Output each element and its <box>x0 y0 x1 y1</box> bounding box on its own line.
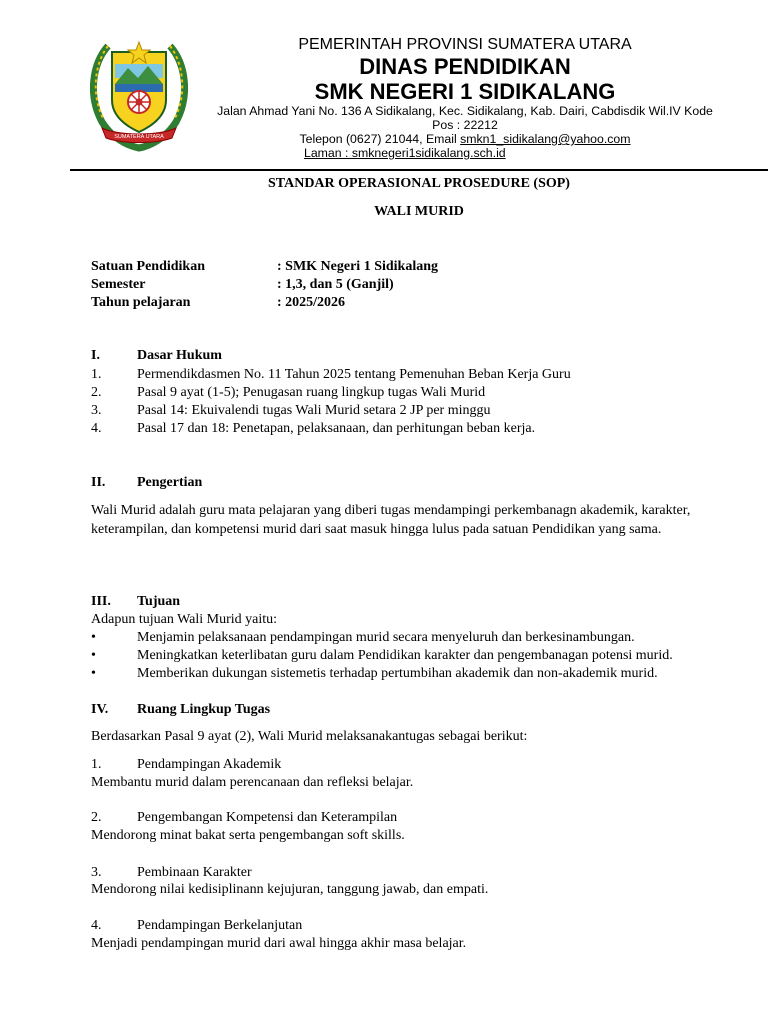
document-title: STANDAR OPERASIONAL PROSEDURE (SOP) <box>268 176 570 191</box>
document-subtitle: WALI MURID <box>374 204 464 219</box>
task-title: Pengembangan Kompetensi dan Keterampilan <box>137 810 398 825</box>
list-item: Permendikdasmen No. 11 Tahun 2025 tentang Pemenuhan Beban Kerja Guru <box>137 367 571 382</box>
task-title: Pendampingan Berkelanjutan <box>137 918 303 933</box>
section-number: II. <box>91 475 106 490</box>
letterhead-contact <box>200 132 730 146</box>
list-item: Pasal 14: Ekuivalendi tugas Wali Murid setara 2 JP per minggu <box>137 403 491 418</box>
section-intro: Adapun tujuan Wali Murid yaitu: <box>91 612 278 627</box>
task-number: 1. <box>91 757 102 772</box>
list-item: Pasal 17 dan 18: Penetapan, pelaksanaan, dan perhitungan beban kerja. <box>137 421 536 436</box>
province-emblem-logo <box>88 34 190 152</box>
task-number: 4. <box>91 918 102 933</box>
logo-ribbon-text: SUMATERA UTARA <box>114 134 164 140</box>
meta-value: : 1,3, dan 5 (Ganjil) <box>277 277 394 292</box>
section-number: III. <box>91 594 111 609</box>
section-heading: Ruang Lingkup Tugas <box>137 702 271 717</box>
task-title: Pembinaan Karakter <box>137 865 252 880</box>
section-heading: Pengertian <box>137 475 203 490</box>
task-title: Pendampingan Akademik <box>137 757 282 772</box>
task-description: Mendorong nilai kedisiplinann kejujuran, tanggung jawab, dan empati. <box>91 882 489 897</box>
section-heading: Tujuan <box>137 594 181 609</box>
letterhead-phone: Telepon (0627) 21044, Email <box>299 132 461 146</box>
bullet-item: Menjamin pelaksanaan pendampingan murid secara menyeluruh dan berkesinambungan. <box>137 630 635 645</box>
bullet-icon: • <box>91 648 96 663</box>
letterhead-province: PEMERINTAH PROVINSI SUMATERA UTARA <box>298 36 632 53</box>
meta-label: Tahun pelajaran <box>91 295 191 310</box>
list-item-number: 3. <box>91 403 102 418</box>
task-description: Membantu murid dalam perencanaan dan refleksi belajar. <box>91 775 414 790</box>
section-number: IV. <box>91 702 109 717</box>
bullet-item: Memberikan dukungan sistemetis terhadap pertumbihan akademik dan non-akademik murid. <box>137 666 658 681</box>
section-number: I. <box>91 348 100 363</box>
task-number: 3. <box>91 865 102 880</box>
letterhead-website-link[interactable]: Laman : smknegeri1sidikalang.sch.id <box>304 146 506 160</box>
letterhead-department: DINAS PENDIDIKAN <box>359 54 571 79</box>
definition-paragraph: Wali Murid adalah guru mata pelajaran yang diberi tugas mendampingi perkembanagn akademik, karakter, keterampilan, dan kompetensi murid dari saat masuk hingga lulus pada satuan Pendidikan yang sama. <box>91 503 691 537</box>
meta-value: : 2025/2026 <box>277 295 346 310</box>
meta-value: : SMK Negeri 1 Sidikalang <box>277 259 439 274</box>
section-intro: Berdasarkan Pasal 9 ayat (2), Wali Murid melaksanakantugas sebagai berikut: <box>91 729 528 744</box>
letterhead-school-name: SMK NEGERI 1 SIDIKALANG <box>314 79 616 104</box>
section-heading: Dasar Hukum <box>137 348 222 363</box>
task-description: Menjadi pendampingan murid dari awal hingga akhir masa belajar. <box>91 936 467 951</box>
list-item: Pasal 9 ayat (1-5); Penugasan ruang lingkup tugas Wali Murid <box>137 385 486 400</box>
meta-label: Semester <box>91 277 146 292</box>
bullet-icon: • <box>91 666 96 681</box>
bullet-item: Meningkatkan keterlibatan guru dalam Pendidikan karakter dan pengembanagan potensi murid. <box>137 648 673 663</box>
list-item-number: 1. <box>91 367 102 382</box>
list-item-number: 4. <box>91 421 102 436</box>
letterhead-postal-code: Pos : 22212 <box>432 118 498 132</box>
letterhead-address: Jalan Ahmad Yani No. 136 A Sidikalang, Kec. Sidikalang, Kab. Dairi, Cabdisdik Wil.IV Kode <box>217 104 713 118</box>
bullet-icon: • <box>91 630 96 645</box>
letterhead-divider <box>70 169 768 171</box>
list-item-number: 2. <box>91 385 102 400</box>
meta-label: Satuan Pendidikan <box>91 259 205 274</box>
task-number: 2. <box>91 810 102 825</box>
task-description: Mendorong minat bakat serta pengembangan soft skills. <box>91 828 405 843</box>
letterhead-email-link[interactable]: smkn1_sidikalang@yahoo.com <box>460 132 631 146</box>
